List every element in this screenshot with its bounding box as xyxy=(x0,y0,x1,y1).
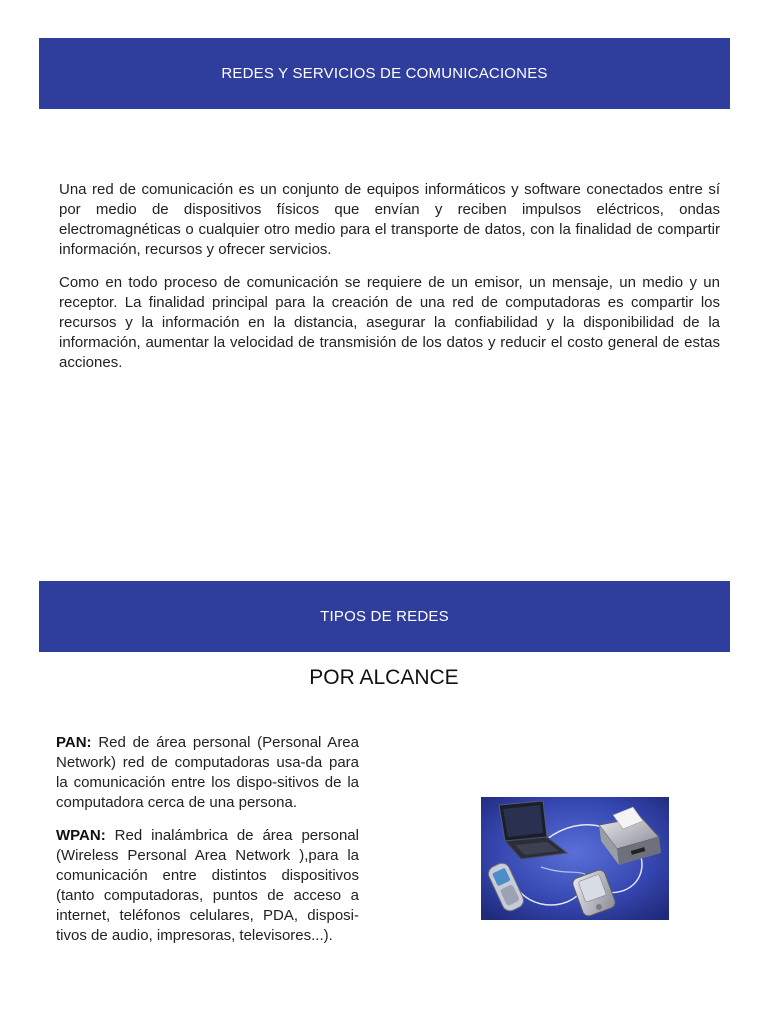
type-pan-description: Red de área personal (Personal Area Network) red de computadoras usa-da para la comunicación entre los dispo-sitivos de la computadora cerca de una persona. xyxy=(56,734,359,811)
type-wpan-term: WPAN: xyxy=(56,827,106,844)
type-pan-term: PAN: xyxy=(56,734,92,751)
type-wpan-description: Red inalámbrica de área personal (Wireless Personal Area Network ),para la comunicación entre distintos dispositivos (tanto computadoras, puntos de acceso a internet, teléfonos celulares, PDA, disposi-tivos de audio, impresoras, televisores...). xyxy=(56,827,359,944)
network-types xyxy=(56,733,359,959)
section-subtitle: POR ALCANCE xyxy=(309,666,459,689)
type-pan xyxy=(56,733,359,813)
intro-paragraph-1: Una red de comunicación es un conjunto de equipos informáticos y software conectados entre sí por medio de dispositivos físicos que envían y reciben impulsos eléctricos, ondas electromagnéticas o cualquier otro medio para el transporte de datos, con la finalidad de compartir información, recursos y ofrecer servicios. xyxy=(59,181,720,258)
intro-text xyxy=(59,180,720,386)
header-banner xyxy=(39,38,730,109)
page-title: REDES Y SERVICIOS DE COMUNICACIONES xyxy=(221,65,548,82)
type-wpan xyxy=(56,826,359,946)
section-title: TIPOS DE REDES xyxy=(320,608,449,625)
intro-paragraph-2: Como en todo proceso de comunicación se requiere de un emisor, un mensaje, un medio y un receptor. La finalidad principal para la creación de una red de computadoras es compartir los recursos y la información en la distancia, asegurar la confiabilidad y la disponibilidad de la información, aumentar la velocidad de transmisión de los datos y reducir el costo general de estas acciones. xyxy=(59,274,720,371)
wpan-devices-image xyxy=(481,797,669,920)
section-banner xyxy=(39,581,730,652)
